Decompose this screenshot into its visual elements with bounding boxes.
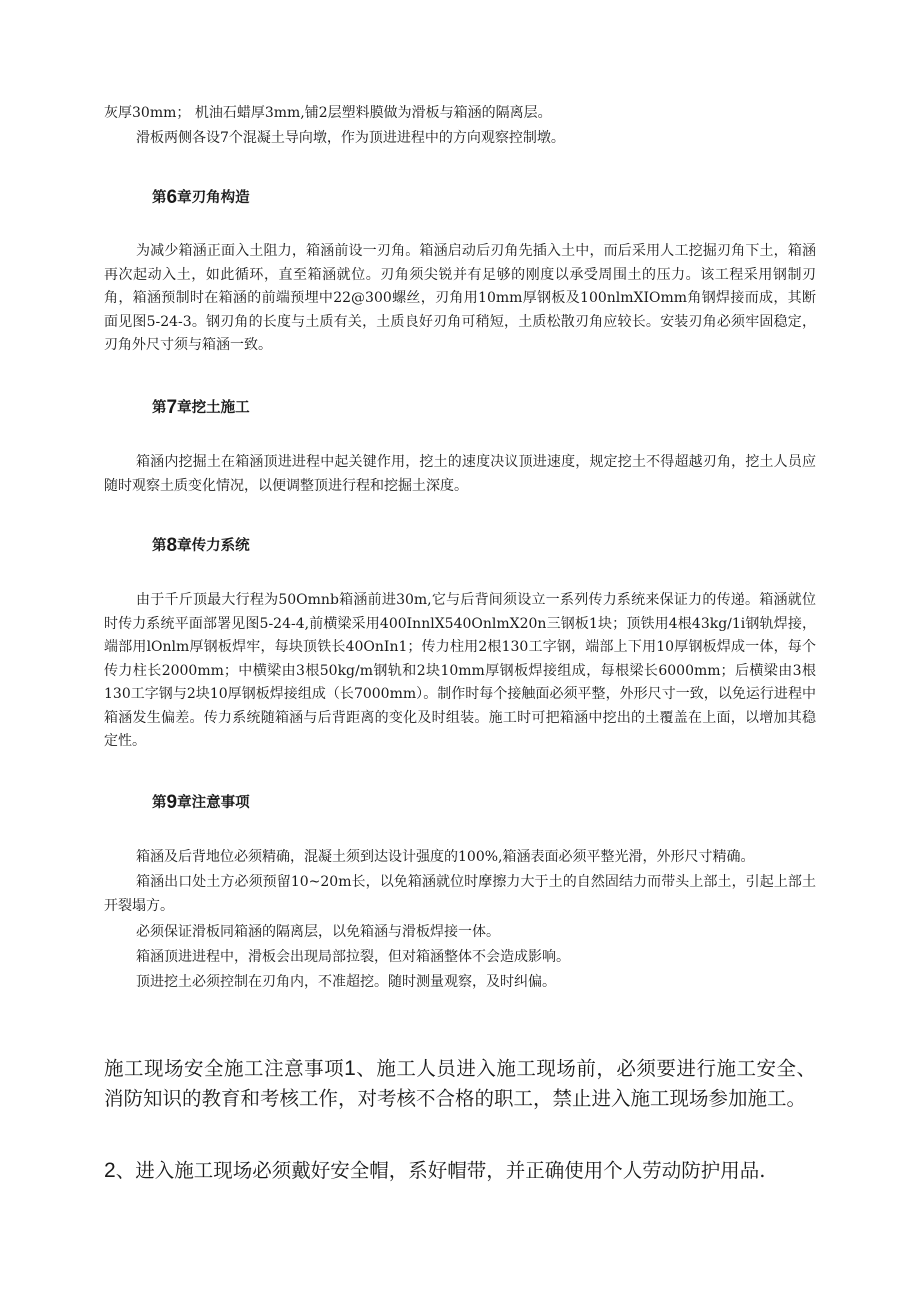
chapter-7-prefix: 第 <box>152 399 167 416</box>
chapter-7-heading <box>152 396 250 419</box>
chapter-7-body: 箱涵内挖掘土在箱涵顶进进程中起关键作用，挖土的速度决议顶进速度，规定挖土不得超越刃角，挖土人员应随时观察土质变化情况，以便调整顶进行程和挖掘土深度。 <box>104 454 816 494</box>
chapter-7-number: 7 <box>166 397 178 418</box>
chapter-6-number: 6 <box>166 187 178 208</box>
safety-item-1-text: 、施工人员进入施工现场前，必须要进行施工安全、消防知识的教育和考核工作，对考核不合格的职工，禁止进入施工现场参加施工。 <box>104 1057 816 1110</box>
safety-title: 施工现场安全施工注意事项 <box>104 1057 345 1080</box>
chapter-8-body: 由于千斤顶最大行程为50Omnb箱涵前进30m,它与后背间须设立一系列传力系统来保证力的传递。箱涵就位时传力系统平面部署见图5-24-4,前横梁采用400InnlX540OnlmX20n三钢板1块；顶铁用4根43kg∕1i钢轨焊接，端部用lOnlm厚钢板焊牢，每块顶铁长40OnIn1；传力柱用2根130工字钢，端部上下用10厚钢板焊成一体，每个传力柱长2000mm；中横梁由3根50kg∕m钢轨和2块10mm厚钢板焊接组成，每根梁长6000mm；后横梁由3根130工字钢与2块10厚钢板焊接组成（长7000mm）。制作时每个接触面必须平整，外形尺寸一致，以免运行进程中箱涵发生偏差。传力系统随箱涵与后背距离的变化及时组装。施工时可把箱涵中挖出的土覆盖在上面，以增加其稳定性。 <box>104 592 816 749</box>
safety-item-2-text: 、进入施工现场必须戴好安全帽，系好帽带，并正确使用个人劳动防护用品. <box>115 1159 766 1182</box>
chapter-9-item-5: 顶进挖土必须控制在刃角内，不准超挖。随时测量观察，及时纠偏。 <box>136 974 556 990</box>
chapter-8-prefix: 第 <box>152 537 167 554</box>
chapter-6-body: 为减少箱涵正面入土阻力，箱涵前设一刃角。箱涵启动后刃角先插入土中，而后采用人工挖掘刃角下土，箱涵再次起动入土，如此循环，直至箱涵就位。刃角须尖锐并有足够的刚度以承受周围土的压力。该工程采用钢制刃角，箱涵预制时在箱涵的前端预埋中22@300螺丝，刃角用10mm厚钢板及100nlmXIOmm角钢焊接而成，其断面见图5-24-3。钢刃角的长度与土质有关，土质良好刃角可稍短，土质松散刃角应较长。安装刃角必须牢固稳定，刃角外尺寸须与箱涵一致。 <box>104 243 816 353</box>
intro-line-2: 滑板两侧各设7个混凝土导向墩，作为顶进进程中的方向观察控制墩。 <box>136 130 565 146</box>
chapter-9-item-4: 箱涵顶进进程中，滑板会出现局部拉裂，但对箱涵整体不会造成影响。 <box>136 949 570 965</box>
chapter-6-heading <box>152 186 250 209</box>
chapter-8-heading <box>152 534 250 557</box>
safety-item-1-number: 1 <box>344 1057 356 1080</box>
chapter-9-item-1: 箱涵及后背地位必须精确，混凝土须到达设计强度的100%,箱涵表面必须平整光滑，外形尺寸精确。 <box>136 849 755 865</box>
safety-section <box>104 1054 816 1113</box>
chapter-8-number: 8 <box>166 535 178 556</box>
chapter-6-prefix: 第 <box>152 189 167 206</box>
chapter-9-title: 章注意事项 <box>177 794 250 811</box>
safety-item-2 <box>104 1156 816 1186</box>
chapter-9-prefix: 第 <box>152 794 167 811</box>
chapter-6-title: 章刃角构造 <box>177 189 250 206</box>
chapter-9-heading <box>152 791 250 814</box>
intro-line-1: 灰厚30mm； 机油石蜡厚3mm,铺2层塑料膜做为滑板与箱涵的隔离层。 <box>104 105 552 121</box>
chapter-9-number: 9 <box>166 792 178 813</box>
chapter-9-item-3: 必须保证滑板同箱涵的隔离层，以免箱涵与滑板焊接一体。 <box>136 924 500 940</box>
safety-item-2-number: 2 <box>104 1159 116 1182</box>
chapter-9-item-2: 箱涵出口处土方必须预留10~20m长，以免箱涵就位时摩擦力大于土的自然固结力而带头上部土，引起上部土开裂塌方。 <box>104 874 816 914</box>
chapter-7-title: 章挖土施工 <box>177 399 250 416</box>
chapter-8-title: 章传力系统 <box>177 537 250 554</box>
